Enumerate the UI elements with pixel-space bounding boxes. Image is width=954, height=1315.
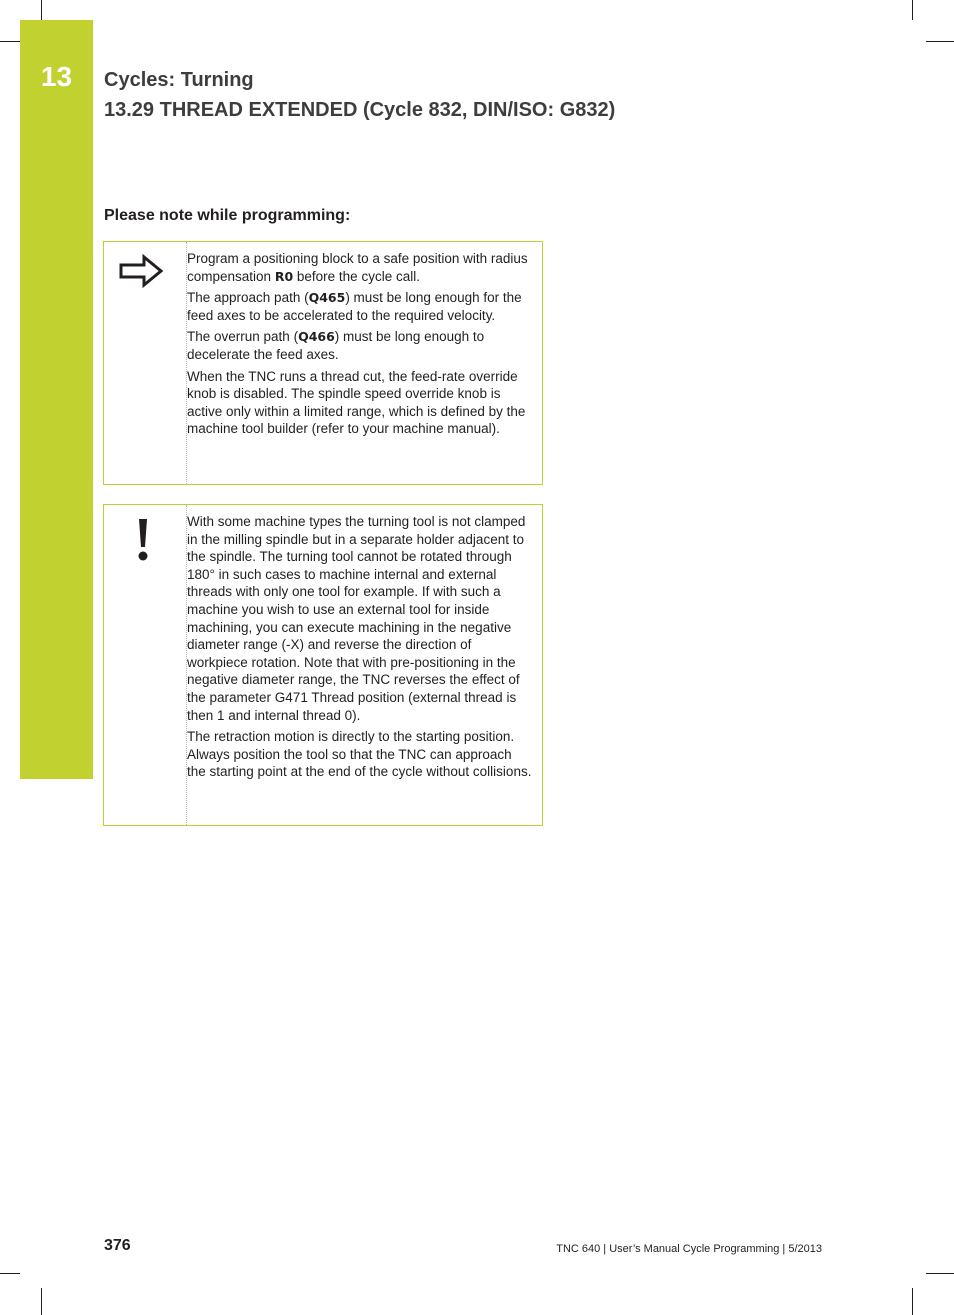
note-box-arrow [103,241,543,485]
crop-mark [912,1288,913,1315]
note-paragraph: Program a positioning block to a safe position with radius compensation R0 before the cycle call. [187,251,528,284]
note-paragraph: When the TNC runs a thread cut, the feed-rate override knob is disabled. The spindle speed override knob is active only within a limited range, which is defined by the machine tool builder (refer to your machine manual). [187,368,526,437]
exclamation-icon [136,517,150,568]
page-number: 376 [104,1237,131,1254]
crop-mark [912,0,913,20]
note-box-warning [103,504,543,826]
section-title: 13.29 THREAD EXTENDED (Cycle 832, DIN/ISO: G832) [104,99,616,121]
note-paragraph: The approach path (Q465) must be long enough for the feed axes to be accelerated to the required velocity. [187,290,522,323]
chapter-title: Cycles: Turning [104,69,254,91]
note-paragraph: With some machine types the turning tool is not clamped in the milling spindle but in a separate holder adjacent to the spindle. The turning tool cannot be rotated through 180° in such cases to machine internal and external threads with only one tool for example. If with such a machine you wish to use an external tool for inside machining, you can execute machining in the negative diameter range (-X) and reverse the direction of workpiece rotation. Note that with pre-positioning in the negative diameter range, the TNC reverses the effect of the parameter G471 Thread position (external thread is then 1 and internal thread 0). [187,514,526,723]
note-text [187,250,532,442]
crop-mark [926,41,954,42]
crop-mark [41,0,42,20]
crop-mark [0,41,20,42]
chapter-number: 13 [40,61,73,92]
arrow-right-icon [118,254,164,293]
note-paragraph: The retraction motion is directly to the starting position. Always position the tool so that the TNC can approach the starting point at the end of the cycle without collisions. [187,729,532,780]
footer-text: TNC 640 | User’s Manual Cycle Programming | 5/2013 [556,1243,822,1255]
note-paragraph: The overrun path (Q466) must be long enough to decelerate the feed axes. [187,329,485,362]
chapter-sidebar [20,20,93,779]
note-text [187,513,532,785]
crop-mark [0,1273,20,1274]
crop-mark [41,1288,42,1315]
subheading: Please note while programming: [104,207,351,224]
crop-mark [926,1273,954,1274]
